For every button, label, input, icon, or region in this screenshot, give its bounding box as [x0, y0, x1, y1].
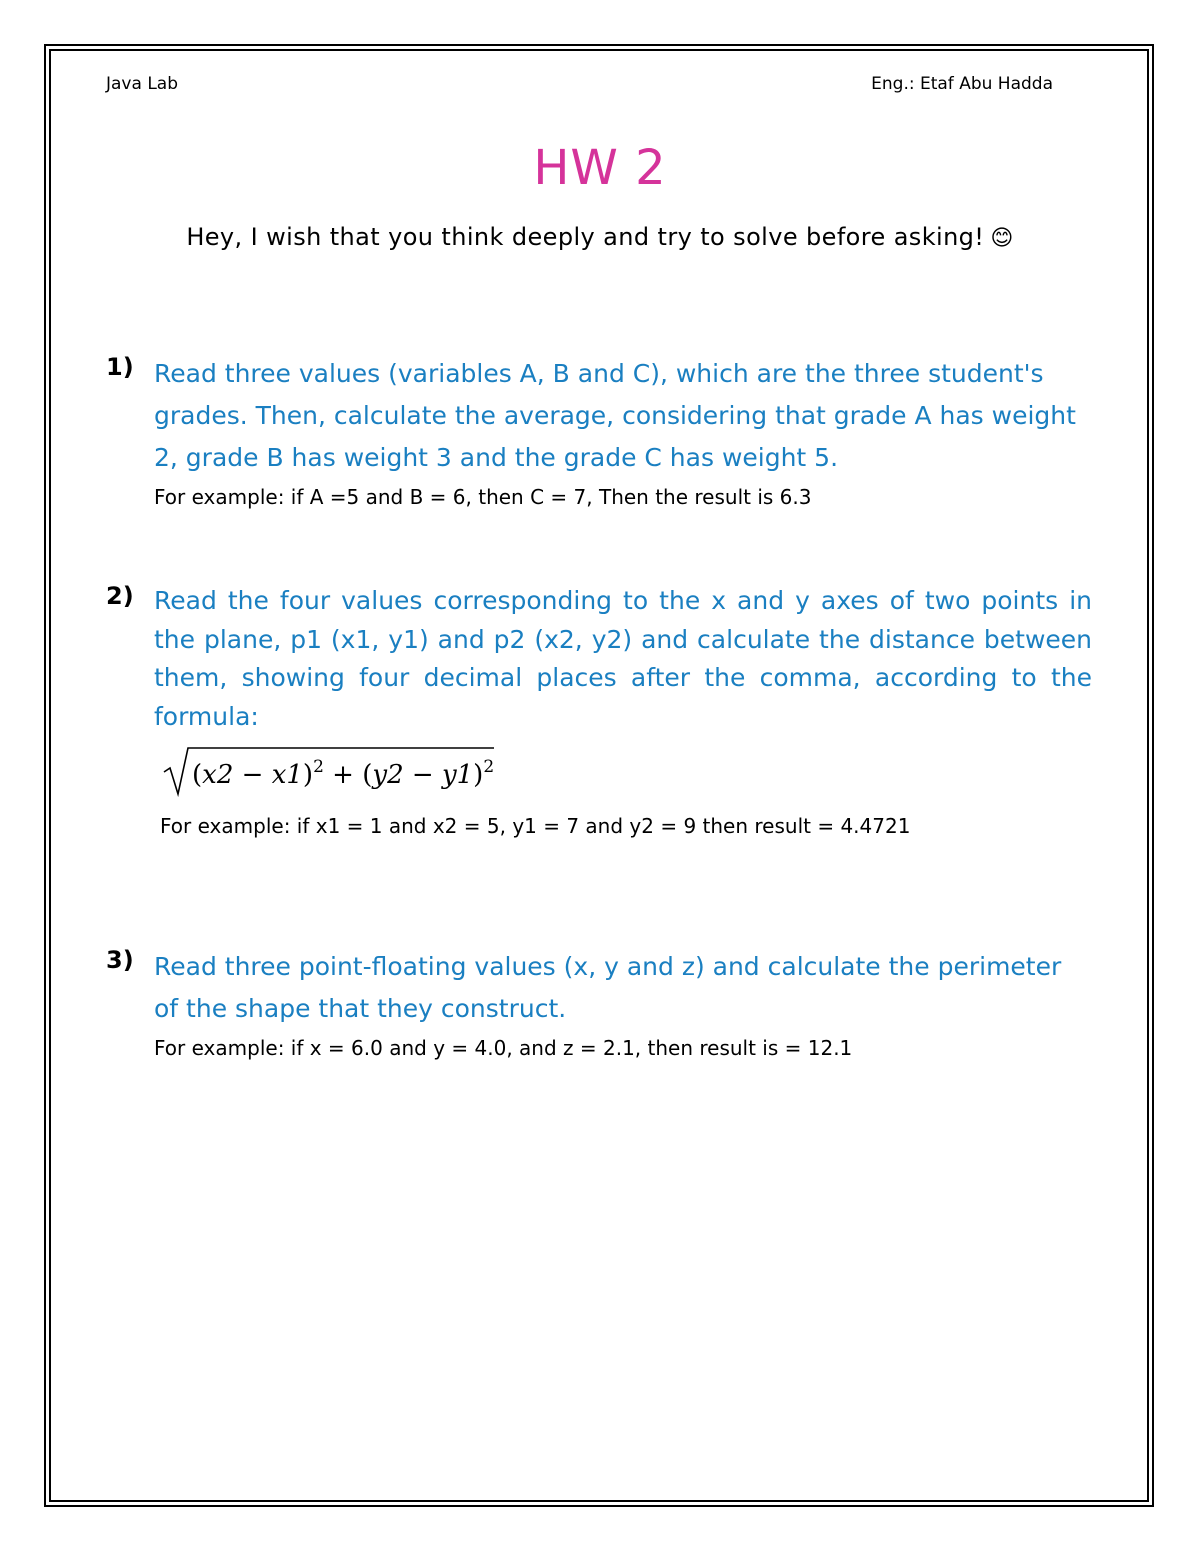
header-course: Java Lab: [106, 74, 178, 94]
question-text: Read three values (variables A, B and C), which are the three student's grades. Then, calculate the average, considering that grade A has weight 2, grade B has weight 3 and the grade C has weight 5.: [154, 359, 1076, 472]
question-number: 2): [106, 582, 134, 610]
question-example: For example: if A =5 and B = 6, then C = 7, Then the result is 6.3: [154, 485, 812, 509]
question-1: [106, 353, 1092, 515]
formula-term-y2: y2: [372, 760, 404, 790]
formula-term-x2: x2: [202, 760, 234, 790]
question-text: Read the four values corresponding to the x and y axes of two points in the plane, p1 (x1, y1) and p2 (x2, y2) and calculate the distance between them, showing four decimal places after the comma, according to the formula:: [154, 586, 1092, 731]
intro-text: Hey, I wish that you think deeply and try to solve before asking!: [186, 223, 985, 251]
formula-expression: $(x2 - x1)^2 + (y2 - y1)^2$: [192, 757, 495, 790]
distance-formula: [162, 742, 1092, 806]
formula-term-y1: y1: [441, 760, 474, 790]
formula-exponent: 2: [483, 757, 495, 777]
intro-line: [0, 223, 1200, 251]
page-title: HW 2: [533, 140, 667, 196]
question-3: [106, 946, 1092, 1066]
question-text: Read three point-floating values (x, y and z) and calculate the perimeter of the shape that they construct.: [154, 952, 1062, 1023]
question-number: 3): [106, 946, 134, 974]
formula-term-x1: x1: [271, 760, 303, 790]
smiley-icon: 😊: [990, 226, 1014, 251]
formula-exponent: 2: [313, 757, 324, 777]
distance-formula-svg: [162, 742, 522, 806]
question-example: For example: if x = 6.0 and y = 4.0, and z = 2.1, then result is = 12.1: [154, 1036, 853, 1060]
question-2: [106, 582, 1092, 838]
question-number: 1): [106, 353, 134, 381]
question-example: For example: if x1 = 1 and x2 = 5, y1 = 7 and y2 = 9 then result = 4.4721: [160, 814, 911, 838]
header-instructor: Eng.: Etaf Abu Hadda: [871, 74, 1053, 94]
